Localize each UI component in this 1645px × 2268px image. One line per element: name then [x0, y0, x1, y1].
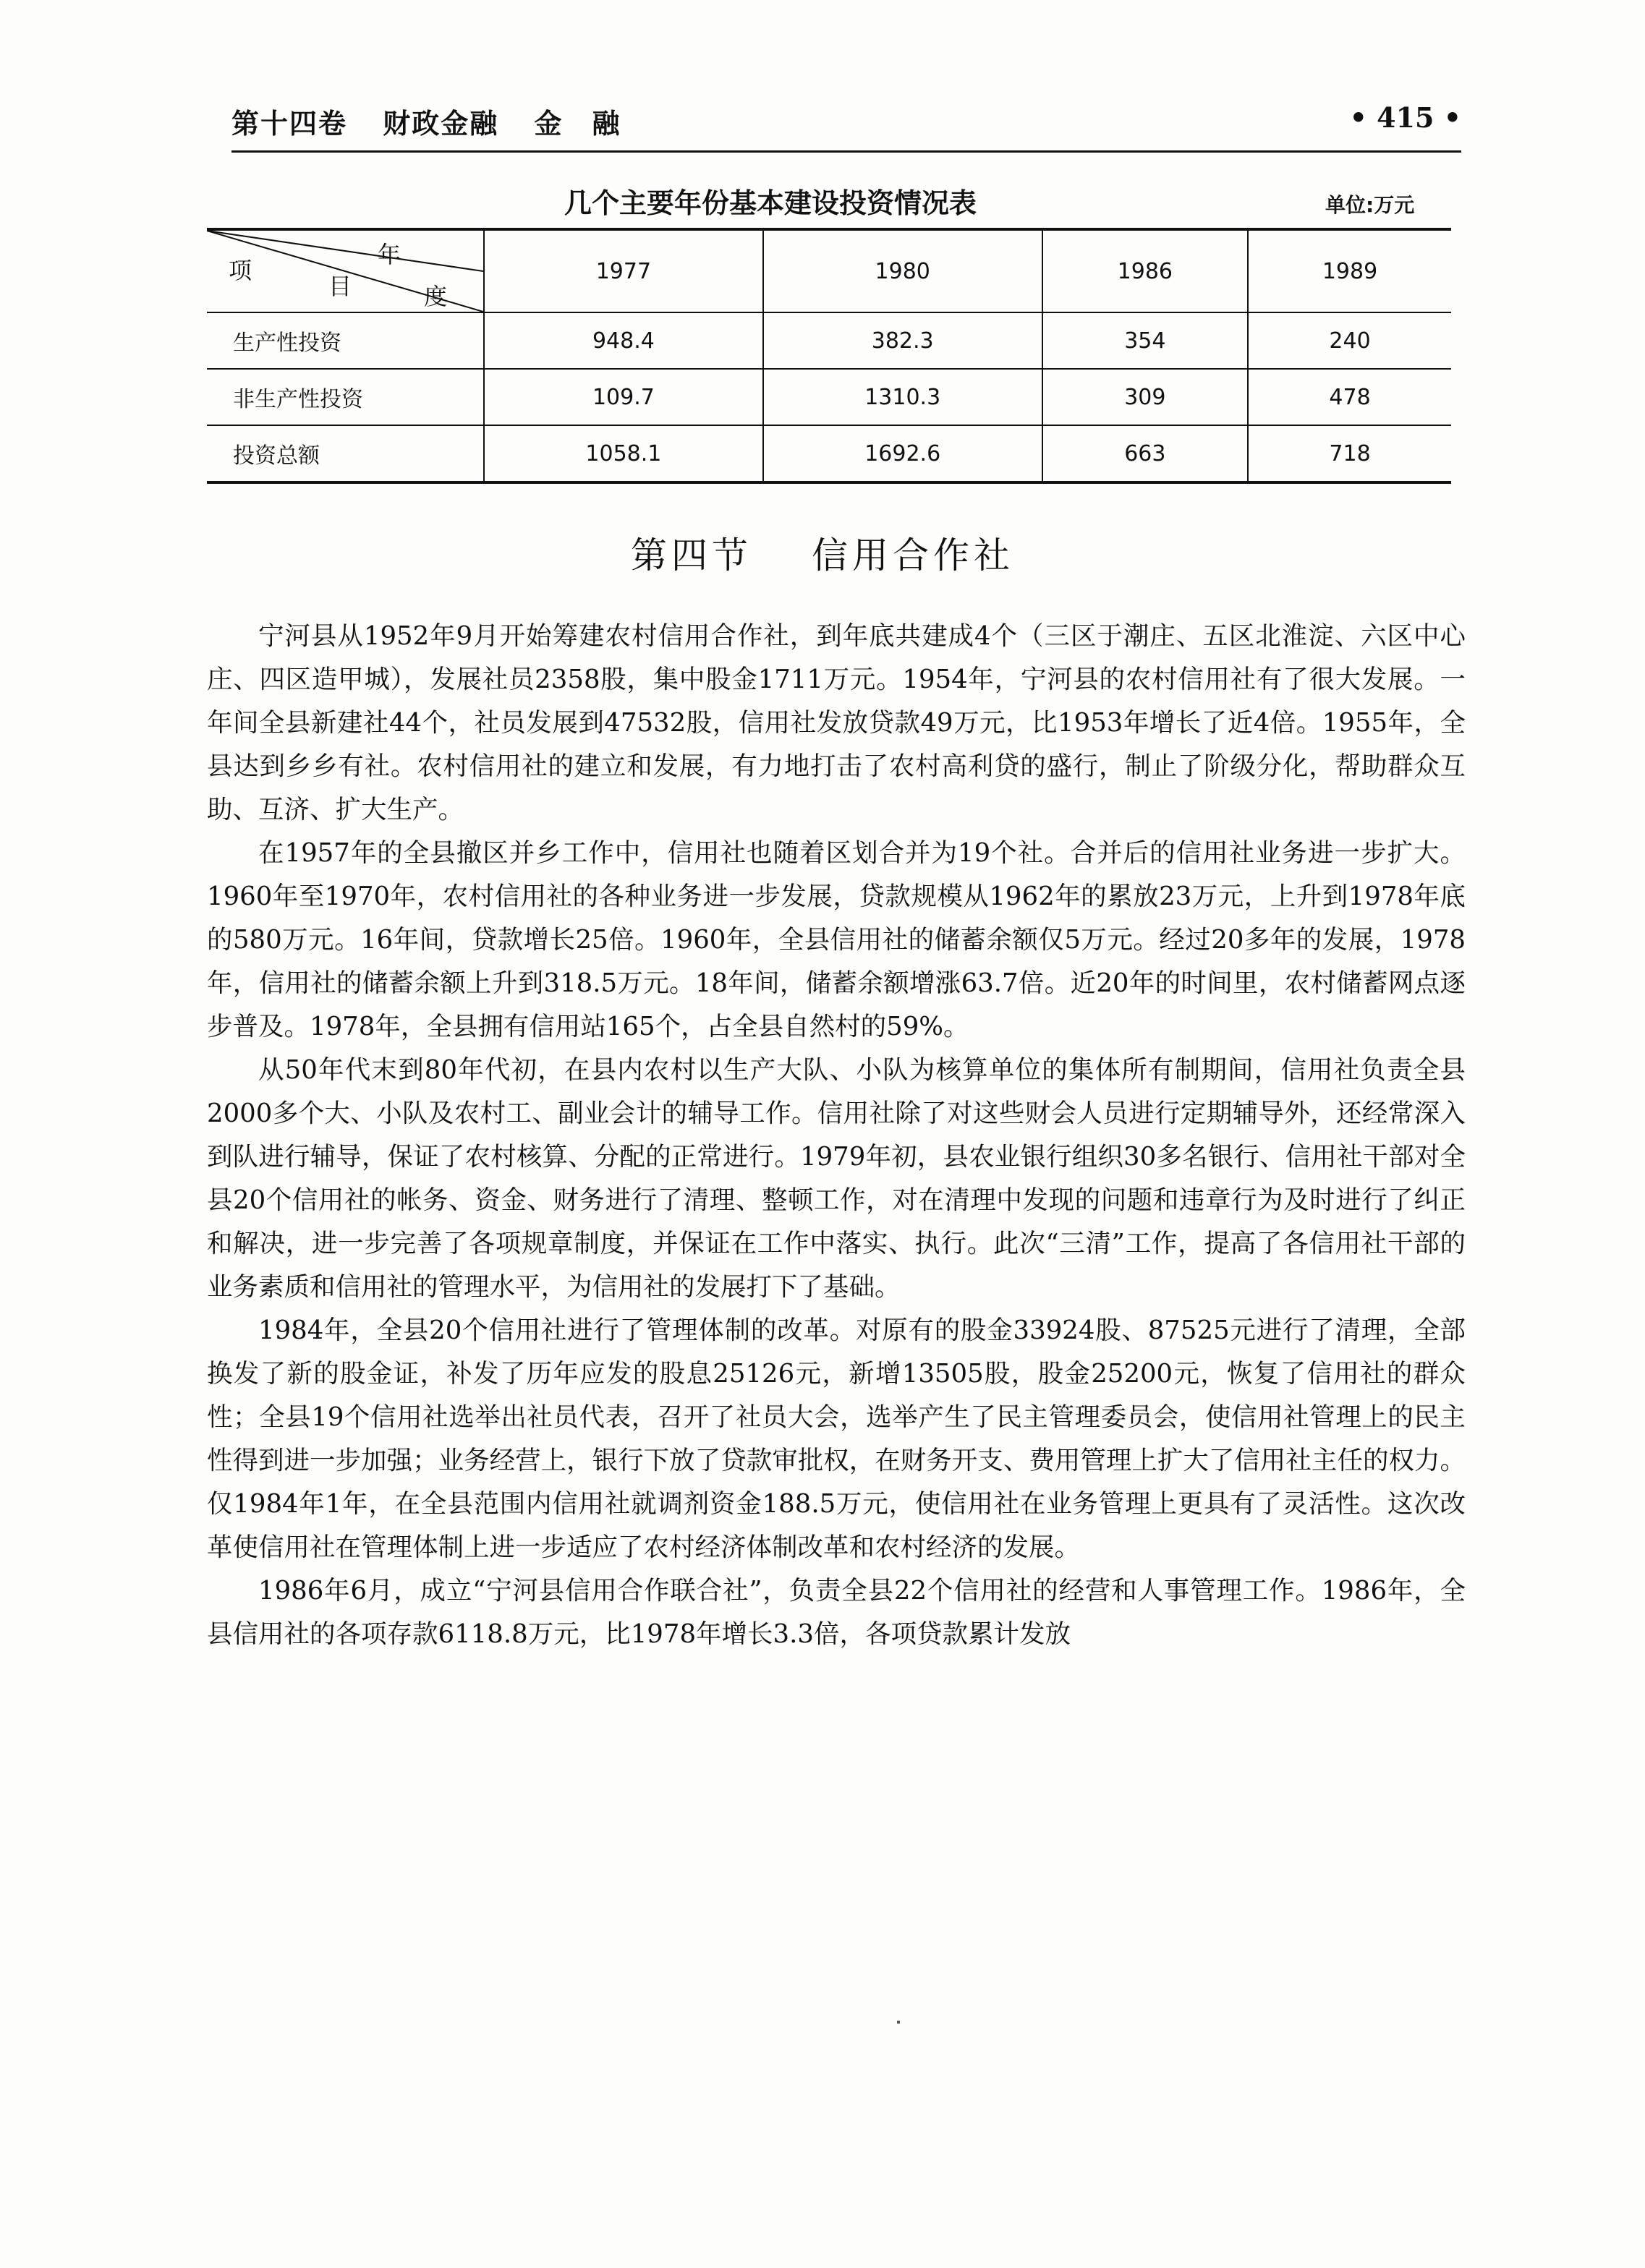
table-row	[207, 369, 1451, 425]
table-cell: 663	[1042, 425, 1248, 482]
table-cell: 1692.6	[763, 425, 1042, 482]
scan-speck	[897, 2021, 900, 2024]
paragraph: 在1957年的全县撤区并乡工作中，信用社也随着区划合并为19个社。合并后的信用社业务进一步扩大。1960年至1970年，农村信用社的各种业务进一步发展，贷款规模从1962年的累放23万元，上升到1978年底的580万元。16年间，贷款增长25倍。1960年，全县信用社的储蓄余额仅5万元。经过20多年的发展，1978年，信用社的储蓄余额上升到318.5万元。18年间，储蓄余额增涨63.7倍。近20年的时间里，农村储蓄网点逐步普及。1978年，全县拥有信用站165个，占全县自然村的59%。	[207, 838, 1466, 1041]
corner-label-item-left: 项	[229, 257, 252, 284]
corner-label-year-bottom: 度	[424, 283, 448, 310]
paragraph: 1986年6月，成立“宁河县信用合作联合社”，负责全县22个信用社的经营和人事管理工作。1986年，全县信用社的各项存款6118.8万元，比1978年增长3.3倍，各项贷款累计发放	[207, 1576, 1466, 1649]
table-title: 几个主要年份基本建设投资情况表	[564, 187, 977, 219]
paragraph: 从50年代末到80年代初，在县内农村以生产大队、小队为核算单位的集体所有制期间，信用社负责全县2000多个大、小队及农村工、副业会计的辅导工作。信用社除了对这些财会人员进行定期辅导外，还经常深入到队进行辅导，保证了农村核算、分配的正常进行。1979年初，县农业银行组织30多名银行、信用社干部对全县20个信用社的帐务、资金、财务进行了清理、整顿工作，对在清理中发现的问题和违章行为及时进行了纠正和解决，进一步完善了各项规章制度，并保证在工作中落实、执行。此次“三清”工作，提高了各信用社干部的业务素质和信用社的管理水平，为信用社的发展打下了基础。	[207, 1055, 1466, 1302]
header-rule	[231, 150, 1461, 153]
year-header-1986: 1986	[1042, 229, 1248, 312]
header-subsection: 金 融	[534, 107, 621, 140]
corner-label-item-middle: 目	[328, 273, 352, 300]
table-header-row	[207, 229, 1451, 312]
running-header	[231, 101, 1461, 145]
header-left	[231, 101, 646, 141]
table-cell: 1058.1	[484, 425, 763, 482]
section-title	[0, 526, 1645, 579]
table-cell: 309	[1042, 369, 1248, 425]
investment-table	[207, 228, 1451, 484]
table-cell: 1310.3	[763, 369, 1042, 425]
paragraph: 宁河县从1952年9月开始筹建农村信用合作社，到年底共建成4个（三区于潮庄、五区北淮淀、六区中心庄、四区造甲城），发展社员2358股，集中股金1711万元。1954年，宁河县的农村信用社有了很大发展。一年间全县新建社44个，社员发展到47532股，信用社发放贷款49万元，比1953年增长了近4倍。1955年，全县达到乡乡有社。农村信用社的建立和发展，有力地打击了农村高利贷的盛行，制止了阶级分化，帮助群众互助、互济、扩大生产。	[207, 621, 1466, 824]
row-label: 生产性投资	[207, 312, 484, 369]
year-header-1989: 1989	[1248, 229, 1451, 312]
table-unit: 单位:万元	[1325, 193, 1415, 217]
page-number: • 415 •	[1349, 101, 1461, 134]
corner-header-cell	[207, 229, 484, 312]
header-volume: 第十四卷	[231, 107, 348, 140]
section-number: 第四节	[631, 534, 753, 576]
paragraph: 1984年，全县20个信用社进行了管理体制的改革。对原有的股金33924股、87525元进行了清理，全部换发了新的股金证，补发了历年应发的股息25126元，新增13505股，股金25200元，恢复了信用社的群众性；全县19个信用社选举出社员代表，召开了社员大会，选举产生了民主管理委员会，使信用社管理上的民主性得到进一步加强；业务经营上，银行下放了贷款审批权，在财务开支、费用管理上扩大了信用社主任的权力。仅1984年1年，在全县范围内信用社就调剂资金188.5万元，使信用社在业务管理上更具有了灵活性。这次改革使信用社在管理体制上进一步适应了农村经济体制改革和农村经济的发展。	[207, 1316, 1466, 1562]
table-row	[207, 312, 1451, 369]
row-label: 非生产性投资	[207, 369, 484, 425]
table-cell: 354	[1042, 312, 1248, 369]
table-cell: 240	[1248, 312, 1451, 369]
header-section: 财政金融	[383, 107, 499, 140]
body-text	[207, 615, 1466, 1656]
row-label: 投资总额	[207, 425, 484, 482]
year-header-1980: 1980	[763, 229, 1042, 312]
section-name: 信用合作社	[811, 534, 1014, 576]
table-cell: 948.4	[484, 312, 763, 369]
corner-label-year-top: 年	[378, 241, 401, 268]
table-cell: 109.7	[484, 369, 763, 425]
table-cell: 382.3	[763, 312, 1042, 369]
table-cell: 478	[1248, 369, 1451, 425]
table-row	[207, 425, 1451, 482]
year-header-1977: 1977	[484, 229, 763, 312]
table-cell: 718	[1329, 440, 1371, 466]
